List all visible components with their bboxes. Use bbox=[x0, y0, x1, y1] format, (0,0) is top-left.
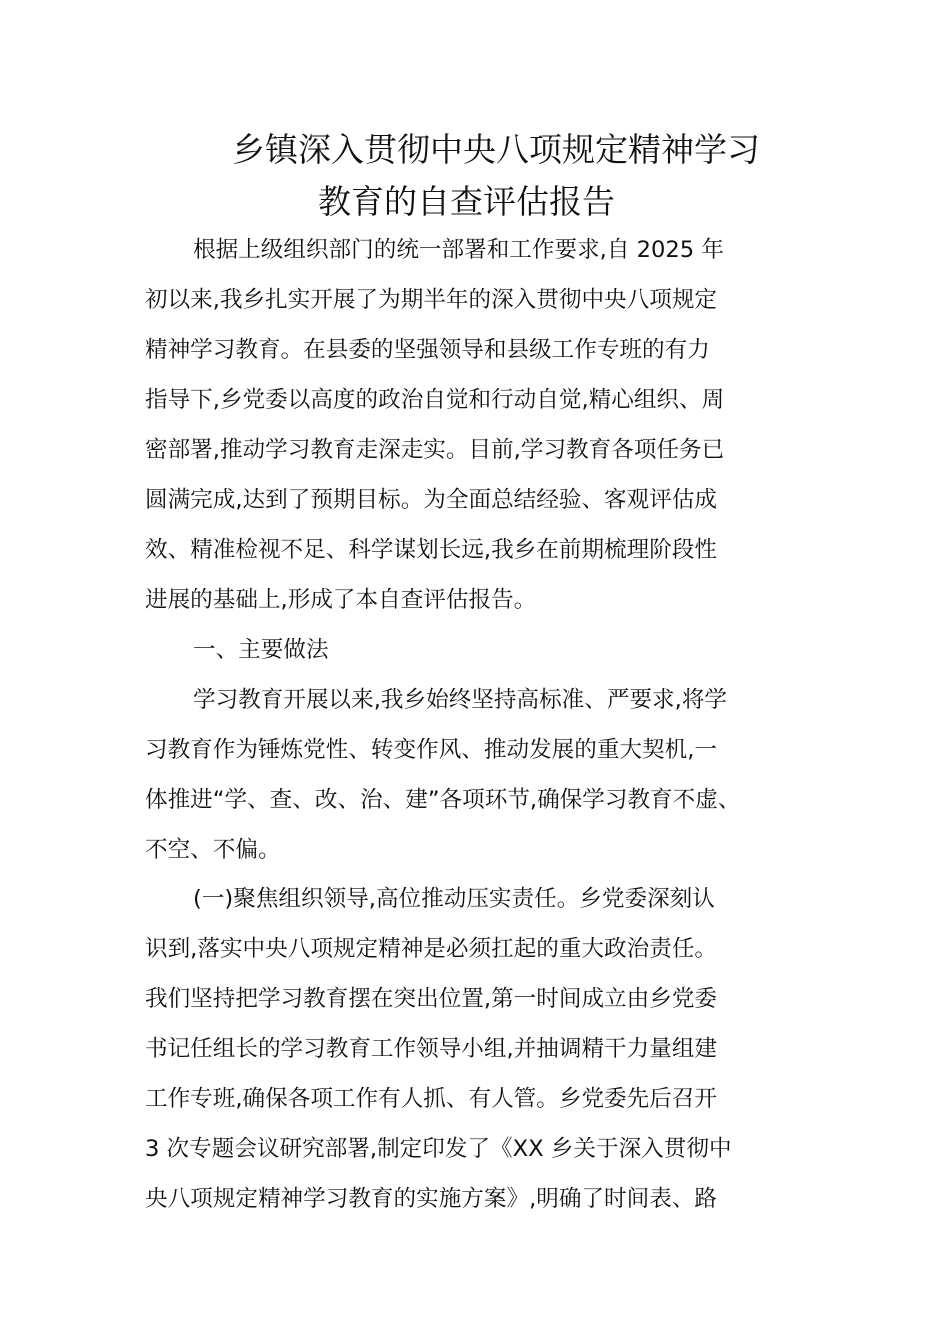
body-line: 初以来,我乡扎实开展了为期半年的深入贯彻中央八项规定 bbox=[145, 287, 718, 313]
body-line: 效、精准检视不足、科学谋划长远,我乡在前期梳理阶段性 bbox=[145, 537, 718, 563]
body-line: 指导下,乡党委以高度的政治自觉和行动自觉,精心组织、周 bbox=[145, 387, 725, 413]
body-line: 识到,落实中央八项规定精神是必须扛起的重大政治责任。 bbox=[145, 936, 718, 962]
body-line: 进展的基础上,形成了本自查评估报告。 bbox=[145, 587, 537, 613]
body-line: 3 次专题会议研究部署,制定印发了《XX 乡关于深入贯彻中 bbox=[145, 1136, 732, 1162]
body-line: 不空、不偏。 bbox=[145, 837, 281, 863]
document-title-line-2: 教育的自查评估报告 bbox=[318, 182, 615, 221]
body-line: 密部署,推动学习教育走深走实。目前,学习教育各项任务已 bbox=[145, 437, 725, 463]
body-line: 体推进“学、查、改、治、建”各项环节,确保学习教育不虚、 bbox=[145, 787, 741, 813]
section-heading: 一、主要做法 bbox=[193, 637, 329, 663]
body-line: 习教育作为锤炼党性、转变作风、推动发展的重大契机,一 bbox=[145, 737, 718, 763]
body-line: 书记任组长的学习教育工作领导小组,并抽调精干力量组建 bbox=[145, 1036, 718, 1062]
body-line: 我们坚持把学习教育摆在突出位置,第一时间成立由乡党委 bbox=[145, 986, 718, 1012]
body-line: 圆满完成,达到了预期目标。为全面总结经验、客观评估成 bbox=[145, 487, 718, 513]
document-title-line-1: 乡镇深入贯彻中央八项规定精神学习 bbox=[232, 130, 760, 169]
body-line: (一)聚焦组织领导,高位推动压实责任。乡党委深刻认 bbox=[193, 886, 715, 912]
body-line: 精神学习教育。在县委的坚强领导和县级工作专班的有力 bbox=[145, 337, 710, 363]
body-line: 工作专班,确保各项工作有人抓、有人管。乡党委先后召开 bbox=[145, 1086, 718, 1112]
body-line: 学习教育开展以来,我乡始终坚持高标准、严要求,将学 bbox=[193, 687, 728, 713]
body-line: 根据上级组织部门的统一部署和工作要求,自 2025 年 bbox=[193, 237, 724, 263]
body-line: 央八项规定精神学习教育的实施方案》,明确了时间表、路 bbox=[145, 1186, 718, 1212]
